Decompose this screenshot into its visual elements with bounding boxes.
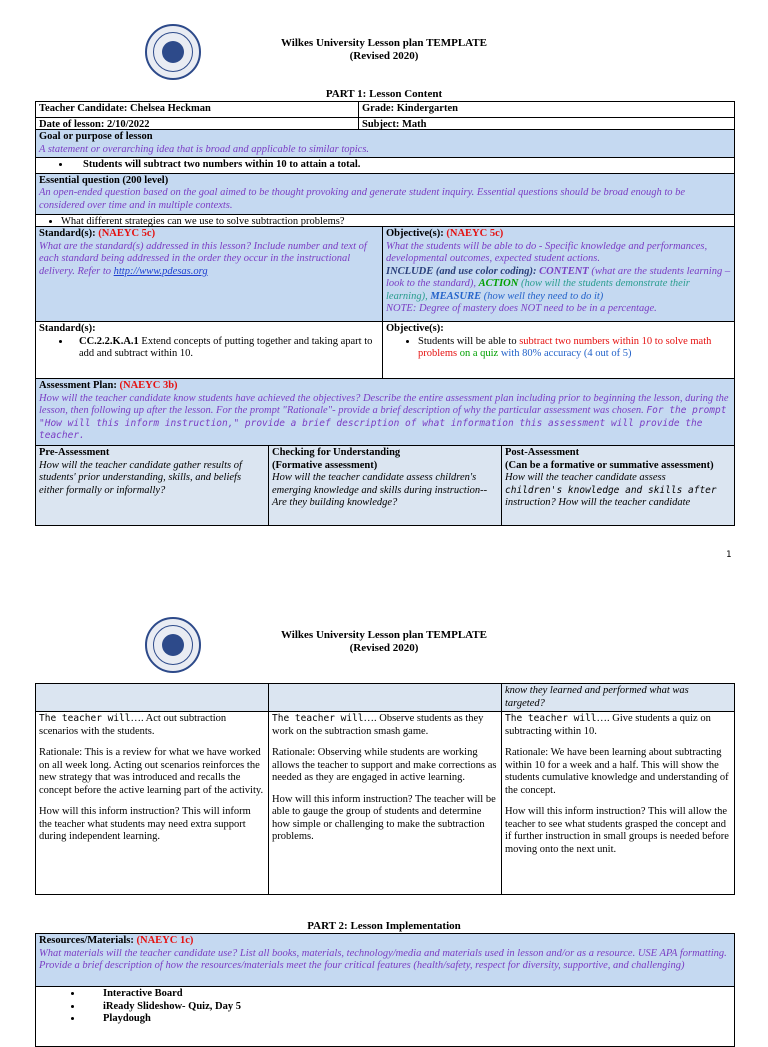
resources-naeyc-tag: (NAEYC 1c) (136, 935, 194, 946)
standard-code: CC.2.2.K.A.1 (79, 335, 139, 347)
checking-understanding-sub: (Formative assessment) (272, 459, 378, 471)
assessment-plan-label: Assessment Plan: (39, 380, 117, 391)
cfu-teacher-action: …. Observe students as they work on the subtraction smash game. (272, 713, 484, 737)
objectives-content-note: (what are the students learning – look to the standard), (386, 265, 731, 289)
checking-understanding-label: Checking for Understanding (272, 447, 401, 458)
teacher-candidate: Teacher Candidate: Chelsea Heckman (36, 102, 359, 118)
essential-question-answer: • What different strategies can we use to solve subtraction problems? (61, 216, 731, 229)
post-assessment-prompt-c: instruction? How will the teacher candidate (505, 497, 691, 508)
post-assessment-prompt-b: children's knowledge and skills after (505, 484, 717, 496)
checking-understanding-prompt: How will the teacher candidate assess children's emerging knowledge and skills during instruction-- Are they building knowledge? (272, 472, 488, 508)
standards-label: Standard(s): (39, 228, 96, 239)
pre-inform: How will this inform instruction? This will inform the teacher what students may need extra support during independent learning. (39, 806, 251, 842)
standard-text: Extend concepts of putting together and taking apart to add and subtract within 10. (79, 335, 373, 359)
resources-label: Resources/Materials: (39, 935, 134, 946)
document-title: Wilkes University Lesson plan TEMPLATE (281, 37, 487, 49)
essential-question-prompt: An open-ended question based on the goal aimed to be thought provoking and generate student inquiry. Essential questions should be broad enough to be considered over time and in multiple contexts. (39, 187, 686, 211)
lesson-date: Date of lesson: 2/10/2022 (36, 117, 359, 133)
objective-content-text: subtract two numbers within 10 to solve math problems (418, 335, 712, 359)
subject: Subject: Math (359, 117, 735, 133)
post-teacher-will: The teacher will (505, 713, 597, 724)
objective-action-text: on a quiz (459, 348, 499, 359)
goal-prompt: A statement or overarching idea that is broad and applicable to similar topics. (39, 143, 370, 155)
cfu-teacher-will: The teacher will (272, 713, 364, 724)
post-rationale: Rationale: We have been learning about subtracting within 10 for a week and a half. This will show the students cumulative knowledge and understanding of the concept. (505, 747, 729, 796)
objectives-note: NOTE: Degree of mastery does NOT need to be in a percentage. (386, 303, 657, 314)
assessment-plan-table (35, 378, 735, 526)
pre-teacher-action: …. Act out subtraction scenarios with the students. (39, 713, 227, 737)
resources-table (35, 933, 735, 1047)
grade: Grade: Kindergarten (359, 102, 735, 118)
part2-title: PART 2: Lesson Implementation (307, 920, 461, 932)
objectives-content: CONTENT (539, 265, 589, 277)
pre-assessment-prompt: How will the teacher candidate gather results of students' prior understanding, skills, and beliefs either formally or informally? (39, 459, 242, 496)
cfu-inform: How will this inform instruction? The teacher will be able to gauge the group of students and determine how simple or challenging to make the subtraction problems. (272, 793, 496, 842)
standards-prompt: What are the standard(s) addressed in this lesson? Include number and text of each standard being addressed in the order they occur in the instructional delivery. Refer to (39, 240, 367, 277)
goal-label: Goal or purpose of lesson (39, 131, 153, 142)
document-revised-page2: (Revised 2020) (349, 642, 419, 654)
objectives-prompt: What the students will be able to do - Specific knowledge and performances, developmental outcomes, expected student actions. (386, 240, 708, 264)
pre-rationale: Rationale: This is a review for what we have worked on all week long. Acting out scenarios reinforces the new strategy that was introduced and recalls the concept before the active learning part of the activity. (39, 747, 264, 796)
essential-question-label: Essential question (200 level) (39, 174, 169, 186)
document-title-page2: Wilkes University Lesson plan TEMPLATE (281, 629, 487, 641)
objectives-action-note: (how will the students demonstrate their learning), (386, 278, 690, 302)
assessment-prompt: How will the teacher candidate know students have achieved the objectives? Describe the entire assessment plan including prior to beginning the lesson, during the lesson, then following up after the lesson. For the prompt "Rationale"- provide a brief description of why the particular assessment was chosen. (39, 392, 729, 416)
post-assessment-sub: (Can be a formative or summative assessment) (505, 459, 714, 471)
objectives-action: ACTION (478, 278, 519, 289)
material-item: • Interactive Board (83, 988, 731, 1001)
objectives-measure-note: (how well they need to do it) (483, 290, 604, 302)
goal-answer: • Students will subtract two numbers within 10 to attain a total. (71, 159, 731, 172)
standards-objectives-table (35, 226, 735, 379)
material-item: • Playdough (83, 1013, 731, 1026)
objective-measure-text: with 80% accuracy (4 out of 5) (500, 348, 632, 359)
cfu-rationale: Rationale: Observing while students are working allows the teacher to support and make corrections as needed as they are engaged in active learning. (272, 747, 497, 783)
post-inform: How will this inform instruction? This will allow the teacher to see what students grasped the concept and if further instruction in small groups is needed before moving onto the next unit. (505, 806, 729, 855)
assessment-naeyc-tag: (NAEYC 3b) (119, 380, 178, 391)
objectives-measure: MEASURE (430, 290, 482, 302)
pdesas-link[interactable]: http://www.pdesas.org (113, 265, 208, 277)
standards-naeyc-tag: (NAEYC 5c) (98, 228, 156, 239)
post-assessment-prompt-cont: know they learned and performed what was targeted? (502, 684, 735, 712)
post-assessment-prompt-a: How will the teacher candidate assess (505, 472, 666, 483)
objectives-answer-label: Objective(s): (386, 323, 444, 334)
objectives-label: Objective(s): (386, 228, 444, 239)
standards-answer-label: Standard(s): (39, 323, 96, 334)
resources-prompt: What materials will the teacher candidate use? List all books, materials, technology/media and materials used in lesson and/or as a resource. USE APA formatting. Provide a brief description of how the resources/materials meet the four critical features (health/safety, respect for diversity, supportive, and challenging) (39, 947, 727, 971)
document-revised: (Revised 2020) (349, 50, 419, 62)
post-assessment-label: Post-Assessment (505, 447, 580, 458)
pre-assessment-label: Pre-Assessment (39, 447, 110, 458)
goal-table (35, 129, 735, 230)
objectives-naeyc-tag: (NAEYC 5c) (446, 228, 504, 239)
assessment-prompt-inform: For the prompt "How will this inform instruction," provide a brief description of what information this assessment will provide the teacher. (39, 405, 727, 441)
objectives-include: INCLUDE (and use color coding): (386, 265, 537, 277)
assessment-continued-table (35, 683, 735, 895)
material-item: • iReady Slideshow- Quiz, Day 5 (83, 1001, 731, 1014)
page-number: 1 (726, 550, 732, 560)
pre-teacher-will: The teacher will (39, 713, 131, 724)
objective-text-a: Students will be able to (418, 335, 517, 347)
part1-title: PART 1: Lesson Content (325, 88, 443, 100)
post-teacher-action: …. Give students a quiz on subtracting within 10. (505, 713, 711, 737)
